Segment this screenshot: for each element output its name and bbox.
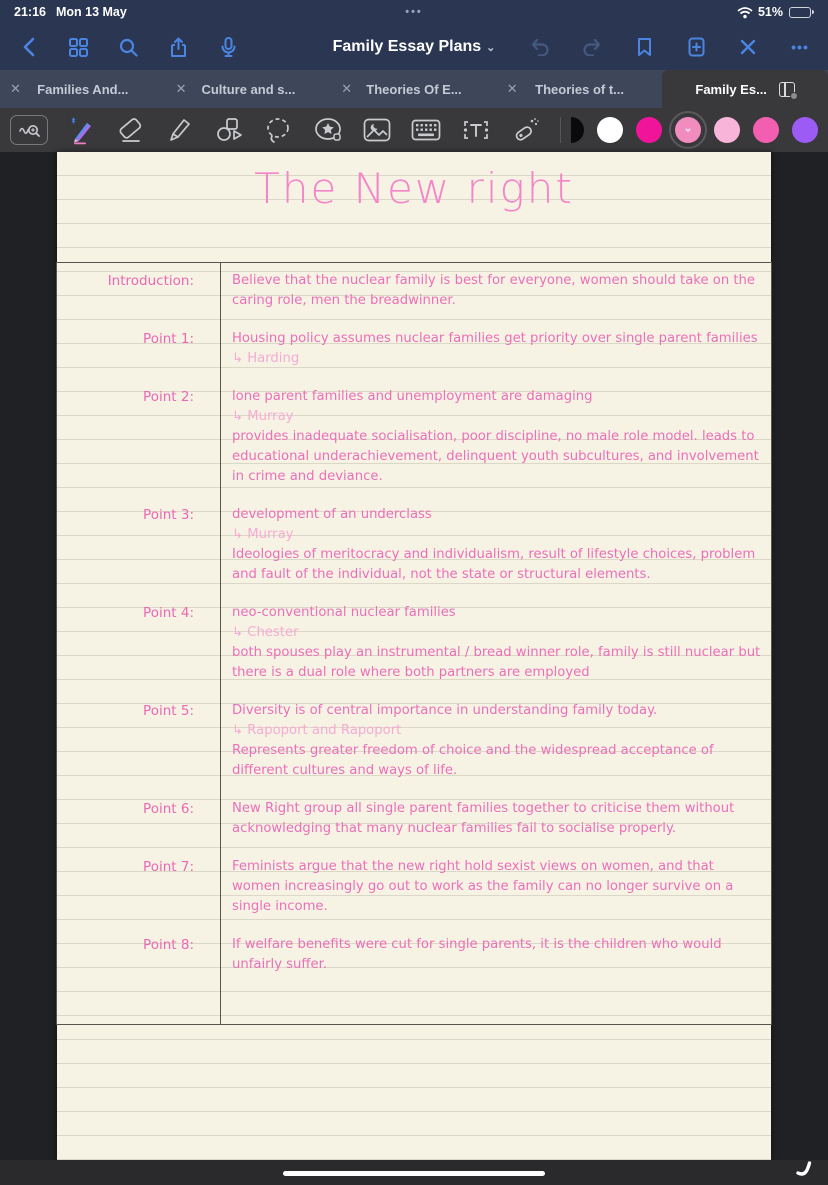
row-label: Introduction: — [107, 273, 194, 289]
table-row — [57, 329, 771, 369]
author-note: ↳ Murray — [232, 409, 294, 424]
navigation-bar — [0, 24, 828, 70]
table-row — [57, 505, 771, 585]
tab-close-icon[interactable]: ✕ — [10, 81, 21, 96]
mic-icon[interactable] — [216, 35, 240, 59]
author-note: ↳ Harding — [232, 351, 300, 366]
row-label: Point 1: — [143, 331, 194, 347]
color-swatch-black[interactable] — [571, 117, 584, 143]
table-row — [57, 603, 771, 683]
page-manager-icon[interactable] — [779, 82, 795, 97]
handwritten-text: Represents greater freedom of choice and the widespread acceptance of different cultures and ways of life. — [232, 743, 714, 778]
image-tool-icon[interactable] — [352, 111, 401, 149]
table-row — [57, 271, 771, 311]
row-label: Point 8: — [143, 937, 194, 953]
zoom-window-tool-icon[interactable] — [10, 115, 48, 145]
scroll-pen-icon — [796, 1160, 814, 1181]
color-swatches — [571, 117, 818, 143]
author-note: ↳ Murray — [232, 527, 294, 542]
row-content — [220, 603, 771, 683]
tab-close-icon[interactable]: ✕ — [175, 81, 187, 96]
handwritten-text: Feminists argue that the new right hold sexist views on women, and that women increasingly go out to work as the family can no longer survive on a single income. — [232, 859, 734, 914]
handwritten-text: both spouses play an instrumental / bread winner role, family is still nuclear but there is a dual role where both partners are employed — [232, 645, 761, 680]
handwritten-text: Housing policy assumes nuclear families get priority over single parent families — [232, 331, 758, 346]
undo-icon[interactable] — [528, 35, 552, 59]
laser-pointer-tool-icon[interactable] — [501, 111, 550, 149]
pen-tool-icon[interactable] — [56, 111, 105, 149]
lasso-tool-icon[interactable] — [253, 111, 302, 149]
handwritten-text: If welfare benefits were cut for single parents, it is the children who would unfairly suffer. — [232, 937, 722, 972]
handwritten-text: Diversity is of central importance in understanding family today. — [232, 703, 658, 718]
row-content — [220, 271, 771, 311]
sticker-tool-icon[interactable] — [303, 111, 352, 149]
note-page[interactable] — [57, 152, 771, 1160]
table-row — [57, 701, 771, 781]
handwritten-text: Ideologies of meritocracy and individualism, result of lifestyle choices, problem and fault of the individual, not the state or structural elements. — [232, 547, 756, 582]
row-label: Point 7: — [143, 859, 194, 875]
row-content — [220, 329, 771, 369]
bookmark-icon[interactable] — [632, 35, 656, 59]
note-canvas[interactable] — [0, 152, 828, 1185]
back-icon[interactable] — [16, 35, 40, 59]
tab-label: Theories of t... — [535, 81, 624, 97]
handwritten-text: New Right group all single parent families together to criticise them without acknowledging that many nuclear families fail to socialise properly. — [232, 801, 735, 836]
home-indicator[interactable] — [283, 1171, 545, 1176]
title-chevron-icon: ⌄ — [486, 41, 496, 54]
eraser-tool-icon[interactable] — [105, 111, 154, 149]
row-label: Point 5: — [143, 703, 194, 719]
essay-table — [56, 262, 772, 1025]
grid-icon[interactable] — [66, 35, 90, 59]
color-swatch-pale-pink[interactable] — [714, 117, 740, 143]
tab-label: Culture and s... — [201, 81, 296, 97]
text-tool-icon[interactable] — [451, 111, 500, 149]
add-page-icon[interactable] — [684, 35, 708, 59]
tab-1[interactable] — [0, 70, 166, 108]
wifi-icon — [737, 7, 752, 18]
battery-icon — [789, 7, 814, 18]
multitask-dots: ••• — [405, 6, 423, 18]
keyboard-tool-icon[interactable] — [402, 111, 451, 149]
row-label: Point 2: — [143, 389, 194, 405]
row-content — [220, 935, 771, 975]
tab-label: Theories Of E... — [366, 81, 462, 97]
table-row — [57, 857, 771, 917]
status-bar — [0, 0, 828, 24]
table-row — [57, 935, 771, 975]
tab-close-icon[interactable]: ✕ — [506, 81, 518, 96]
tab-4[interactable] — [497, 70, 663, 108]
tool-bar — [0, 108, 828, 152]
table-row — [57, 799, 771, 839]
close-icon[interactable] — [736, 35, 760, 59]
page-title: The New right — [254, 164, 574, 213]
tab-3[interactable] — [331, 70, 497, 108]
share-icon[interactable] — [166, 35, 190, 59]
row-content — [220, 387, 771, 487]
row-content — [220, 505, 771, 585]
shapes-tool-icon[interactable] — [204, 111, 253, 149]
highlighter-tool-icon[interactable] — [154, 111, 203, 149]
handwritten-text: development of an underclass — [232, 507, 432, 522]
tab-bar — [0, 70, 828, 108]
color-swatch-magenta[interactable] — [636, 117, 662, 143]
author-note: ↳ Chester — [232, 625, 299, 640]
row-content — [220, 799, 771, 839]
color-swatch-white[interactable] — [597, 117, 623, 143]
table-row — [57, 387, 771, 487]
row-label: Point 3: — [143, 507, 194, 523]
author-note: ↳ Rapoport and Rapoport — [232, 723, 402, 738]
handwritten-text: provides inadequate socialisation, poor discipline, no male role model. leads to educational underachievement, delinquent youth subcultures, and involvement in crime and deviance. — [232, 429, 759, 484]
toolbar-divider — [560, 117, 561, 143]
color-swatch-pink[interactable] — [675, 117, 701, 143]
color-swatch-hot-pink[interactable] — [753, 117, 779, 143]
more-icon[interactable]: ••• — [791, 39, 809, 55]
search-icon[interactable] — [116, 35, 140, 59]
handwritten-text: Believe that the nuclear family is best for everyone, women should take on the caring role, men the breadwinner. — [232, 273, 756, 308]
battery-percent: 51% — [757, 5, 783, 19]
clock: 21:16 — [14, 5, 46, 19]
tab-2[interactable] — [166, 70, 332, 108]
document-title[interactable]: Family Essay Plans ⌄ — [332, 38, 496, 55]
tab-close-icon[interactable]: ✕ — [341, 81, 353, 96]
date: Mon 13 May — [55, 5, 127, 19]
tab-5[interactable] — [662, 70, 828, 108]
handwritten-text: neo-conventional nuclear families — [232, 605, 456, 620]
redo-icon[interactable] — [580, 35, 604, 59]
row-label: Point 4: — [143, 605, 194, 621]
handwritten-text: lone parent families and unemployment are damaging — [232, 389, 593, 404]
row-content — [220, 701, 771, 781]
tab-label: Families And... — [37, 81, 129, 97]
row-content — [220, 857, 771, 917]
color-swatch-purple[interactable] — [792, 117, 818, 143]
tab-label: Family Es... — [695, 81, 767, 97]
row-label: Point 6: — [143, 801, 194, 817]
